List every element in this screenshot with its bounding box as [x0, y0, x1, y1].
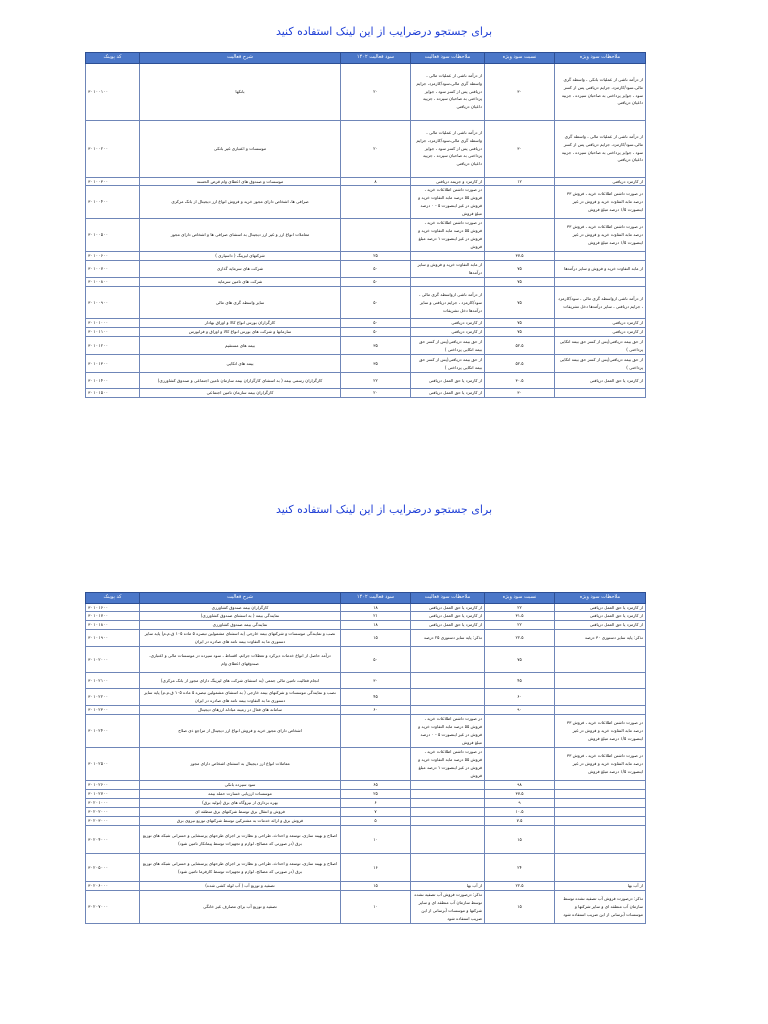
code-cell: ۳۰۱۰۲۷۰۰ — [86, 790, 140, 799]
table-row — [86, 355, 646, 373]
ratio-cell: ۳۰.۵ — [485, 373, 555, 389]
profit-cell: ۱۰ — [341, 891, 411, 924]
note-cell: در صورت داشتن اطلاعات خرید ، فروش ۳۳ درصد مابه التفاوت خرید و فروش در غیر اینصورت ۱/۵ درصد مبلغ فروش — [555, 219, 646, 252]
note-cell: تذکر: درصورت فروش آب تصفیه نشده توسط سازمان آب منطقه ای و سایر شرکتها و موسسات آبرسانی از این ضریب استفاده شود — [411, 891, 485, 924]
description-cell: بیمه های اتکایی — [140, 355, 341, 373]
ratio-cell: ۳۰ — [485, 63, 555, 120]
column-header: سود فعالیت ۱۴۰۲ — [341, 53, 411, 64]
profit-cell: ۵۰ — [341, 319, 411, 328]
note-cell — [555, 817, 646, 826]
description-cell: سازمانها و شرکت های بورس انواع کالا و اوراق و فرابورس — [140, 328, 341, 337]
ratio-cell — [485, 219, 555, 252]
code-cell: ۳۰۱۰۰۱۰۰ — [86, 63, 140, 120]
note-cell — [411, 817, 485, 826]
description-cell: سود سپرده بانکی — [140, 781, 341, 790]
note-cell: از کارمزد دریافتی — [555, 328, 646, 337]
note-cell — [411, 278, 485, 287]
table-row — [86, 603, 646, 612]
profit-cell: ۶۰ — [341, 706, 411, 715]
column-header: کد پوینک — [86, 53, 140, 64]
table-row — [86, 186, 646, 219]
description-cell: معاملات انواع ارز و غیر ارز دیجیتال به استثنای صرافی ها و اشخاص دارای مجوز — [140, 219, 341, 252]
note-cell — [555, 808, 646, 817]
description-cell: کارگزاران بیمه سازمان تامین اجتماعی — [140, 389, 341, 398]
profit-cell — [341, 186, 411, 219]
profit-cell: ۵۰ — [341, 647, 411, 673]
table-row — [86, 373, 646, 389]
table-row — [86, 337, 646, 355]
table-row — [86, 319, 646, 328]
tax-table-2 — [85, 592, 646, 924]
tax-table-1-header — [86, 53, 646, 64]
code-cell: ۳۰۱۰۰۶۰۰ — [86, 252, 140, 261]
note-cell: از کارمزد یا حق العمل دریافتی — [411, 373, 485, 389]
profit-cell: ۵۰ — [341, 278, 411, 287]
profit-cell: ۱۶ — [341, 854, 411, 882]
note-cell: از درآمد ناشی ازواسطه گری مالی ، سود/کارمزد ، جرایم دریافتی و سایر درآمدها دخل تشریفات — [411, 287, 485, 319]
note-cell — [555, 252, 646, 261]
profit-cell: ۱۰ — [341, 826, 411, 854]
ratio-cell: ۲۴ — [485, 854, 555, 882]
code-cell: ۳۰۲۰۵۰۰۰ — [86, 854, 140, 882]
ratio-cell: ۱۰.۵ — [485, 808, 555, 817]
note-cell — [411, 854, 485, 882]
code-cell: ۳۰۱۰۱۱۰۰ — [86, 328, 140, 337]
table-row — [86, 287, 646, 319]
note-cell — [555, 647, 646, 673]
note-cell — [555, 799, 646, 808]
search-link-bottom[interactable]: برای جستجو درضرایب از این لینک استفاده کنید — [275, 503, 493, 516]
code-cell: ۳۰۲۰۶۰۰۰ — [86, 882, 140, 891]
description-cell: اصلاح و بهینه سازی، توسعه و احداث، طراحی و نظارت بر اجرای طرحهای پرسشایی و حسرانی شبکه های توزیع برق (در صورتی که مصالح، لوازم و تجهیزات توسط کارفرما تامین شود) — [140, 854, 341, 882]
note-cell: در صورت داشتن اطلاعات خرید ، فروش ۵۵ درصد مابه التفاوت خرید و فروش در غیر اینصورت ۱ درصد مبلغ فروش — [411, 219, 485, 252]
table-row — [86, 854, 646, 882]
table-row — [86, 621, 646, 630]
note-cell: از مابه التفاوت خرید و فروش و سایر درآمدها — [555, 261, 646, 278]
table-row — [86, 826, 646, 854]
note-cell — [555, 826, 646, 854]
note-cell — [411, 790, 485, 799]
code-cell: ۳۰۱۰۲۴۰۰ — [86, 715, 140, 748]
table-row — [86, 706, 646, 715]
description-cell: تصفیه و توزیع آب ( آب لوله کشی شده) — [140, 882, 341, 891]
note-cell: از حق بیمه دریافتی(پس از کسر حق بیمه اتکایی پرداختی ) — [411, 355, 485, 373]
ratio-cell — [485, 748, 555, 781]
note-cell — [411, 673, 485, 689]
table-row — [86, 177, 646, 186]
code-cell: ۳۰۱۰۱۳۰۰ — [86, 355, 140, 373]
table-row — [86, 673, 646, 689]
profit-cell: ۱۵ — [341, 882, 411, 891]
description-cell: سایر واسطه گری های مالی — [140, 287, 341, 319]
note-cell: در صورت داشتن اطلاعات خرید ، فروش ۵۵ درصد مابه التفاوت خرید و فروش در غیر اینصورت ۱ درصد مبلغ فروش — [411, 748, 485, 781]
note-cell: از کارمزد دریافتی — [555, 177, 646, 186]
table-row — [86, 389, 646, 398]
ratio-cell: ۲۲.۵ — [485, 882, 555, 891]
profit-cell: ۱۸ — [341, 603, 411, 612]
profit-cell: ۳۰ — [341, 673, 411, 689]
code-cell: ۳۰۱۰۱۶۰۰ — [86, 603, 140, 612]
ratio-cell: ۳۰ — [485, 389, 555, 398]
profit-cell: ۵۰ — [341, 287, 411, 319]
code-cell: ۳۰۱۰۰۳۰۰ — [86, 177, 140, 186]
note-cell: از حق بیمه دریافتی(پس از کسر حق بیمه اتکایی پرداختی ) — [555, 355, 646, 373]
profit-cell: ۲۱ — [341, 612, 411, 621]
profit-cell: ۲۵ — [341, 252, 411, 261]
profit-cell: ۵۰ — [341, 328, 411, 337]
ratio-cell: ۷.۵ — [485, 817, 555, 826]
table-row — [86, 612, 646, 621]
description-cell: سامانه های فعال در زمینه مبادله ارزهای دیجیتال — [140, 706, 341, 715]
ratio-cell: ۱۵ — [485, 826, 555, 854]
ratio-cell: ۷۵ — [485, 278, 555, 287]
description-cell: صرافی ها، اشخاص دارای مجوز خرید و فروش انواع ارز دیجیتال از بانک مرکزی — [140, 186, 341, 219]
ratio-cell: ۴۵ — [485, 673, 555, 689]
note-cell — [411, 647, 485, 673]
note-cell: از درآمد ناشی ازواسطه گری مالی ، سود/کارمزد ، جرایم دریافتی ، سایر درآمدها دخل تشریفات — [555, 287, 646, 319]
table-row — [86, 689, 646, 706]
code-cell: ۳۰۱۰۱۸۰۰ — [86, 621, 140, 630]
note-cell: از درآمد ناشی از عملیات مالی ، واسطه گری مالی،سود/کارمزد، جرایم دریافتی پس از کسر سود ، جوایز پرداختی به صاحبان سپرده ، جزییه داعیان دریافتی — [411, 120, 485, 177]
ratio-cell: ۷۵ — [485, 261, 555, 278]
ratio-cell: ۵۲.۵ — [485, 355, 555, 373]
profit-cell: ۴۵ — [341, 689, 411, 706]
table-row — [86, 799, 646, 808]
tax-table-1 — [85, 52, 646, 398]
profit-cell: ۲۵ — [341, 790, 411, 799]
description-cell: بانکها — [140, 63, 341, 120]
table-row — [86, 808, 646, 817]
column-header: ملاحظات سود فعالیت — [411, 53, 485, 64]
table-row — [86, 278, 646, 287]
note-cell: از کارمزد یا حق العمل دریافتی — [411, 603, 485, 612]
description-cell: نصب و نمایندگی موسسات و شرکتهای بیمه خارجی ( به استثنای مشمولین تبصره ۵ ماده ۱۰۵ ق.م.م) پایه سایر دستوری ما به التفاوت بیمه نامه های صادره در ایران — [140, 689, 341, 706]
ratio-cell: ۷۵ — [485, 647, 555, 673]
note-cell: از درآمد ناشی از عملیات مالی ، واسطه گری مالی،سود/کارمزد، جرایم دریافتی پس از کسر سود ، جوایز پرداختی به صاحبان سپرده ، جزییه داعیان دریافتی — [411, 63, 485, 120]
note-cell: از حق بیمه دریافتی(پس از کسر حق بیمه اتکایی پرداختی ) — [411, 337, 485, 355]
note-cell — [555, 790, 646, 799]
note-cell — [411, 706, 485, 715]
code-cell: ۳۰۲۰۴۰۰۰ — [86, 826, 140, 854]
profit-cell — [341, 748, 411, 781]
table-row — [86, 748, 646, 781]
note-cell — [555, 781, 646, 790]
ratio-cell: ۳۱.۵ — [485, 612, 555, 621]
note-cell: از کارمزد دریافتی — [411, 328, 485, 337]
code-cell: ۳۰۱۰۱۵۰۰ — [86, 389, 140, 398]
ratio-cell: ۱۵ — [485, 891, 555, 924]
note-cell: از درآمد ناشی از عملیات بانکی ، واسطه گری مالی،سود/کارمزد، جرایم دریافتی پس از کسر سود ، جوایز پرداختی به صاحبان سپرده ، جزییه داعیان دریافتی — [555, 63, 646, 120]
note-cell — [411, 799, 485, 808]
ratio-cell: ۹ — [485, 799, 555, 808]
ratio-cell: ۹۸ — [485, 781, 555, 790]
ratio-cell: ۷۵ — [485, 319, 555, 328]
note-cell — [411, 781, 485, 790]
profit-cell: ۵ — [341, 817, 411, 826]
note-cell — [411, 808, 485, 817]
ratio-cell: ۱۲ — [485, 177, 555, 186]
profit-cell: ۳۵ — [341, 337, 411, 355]
profit-cell: ۵۰ — [341, 261, 411, 278]
description-cell: معاملات انواع ارز دیجیتال به استثنای اشخاص دارای مجوز — [140, 748, 341, 781]
note-cell — [555, 689, 646, 706]
note-cell — [411, 689, 485, 706]
description-cell: درآمد حاصل از انواع خدمات دیرکرد و تعطلات جرائم، اقساط ، سود سپرده در موسسات مالی و اعتباری، صندوقهای اعطای وام — [140, 647, 341, 673]
ratio-cell: ۲۲ — [485, 603, 555, 612]
profit-cell: ۶۵ — [341, 781, 411, 790]
code-cell: ۳۰۱۰۰۸۰۰ — [86, 278, 140, 287]
note-cell: تذکر: پایه سایر دستوری ۲۵ درصد — [411, 630, 485, 647]
code-cell: ۳۰۲۰۲۰۰۰ — [86, 808, 140, 817]
ratio-cell: ۲۲ — [485, 621, 555, 630]
table-row — [86, 252, 646, 261]
code-cell: ۳۰۱۰۱۴۰۰ — [86, 373, 140, 389]
note-cell: از کارمزد و جریمه دریافتی — [411, 177, 485, 186]
profit-cell: ۲۰ — [341, 120, 411, 177]
note-cell: از مابه التفاوت خرید و فروش و سایر درآمدها — [411, 261, 485, 278]
description-cell: اشخاص دارای مجوز خرید و فروش انواع ارز دیجیتال از مراجع ذی صلاح — [140, 715, 341, 748]
code-cell: ۳۰۲۰۷۰۰۰ — [86, 891, 140, 924]
profit-cell: ۳۵ — [341, 355, 411, 373]
code-cell: ۳۰۱۰۱۹۰۰ — [86, 630, 140, 647]
column-header: ملاحظات سود ویژه — [555, 53, 646, 64]
table-row — [86, 328, 646, 337]
code-cell: ۳۰۱۰۲۱۰۰ — [86, 673, 140, 689]
profit-cell: ۲۰ — [341, 63, 411, 120]
code-cell: ۳۰۱۰۰۲۰۰ — [86, 120, 140, 177]
description-cell: نمایندگی بیمه صندوق کشاورزی — [140, 621, 341, 630]
profit-cell: ۸ — [341, 177, 411, 186]
note-cell: از کارمزد یا حق العمل دریافتی — [411, 621, 485, 630]
note-cell: در صورت داشتن اطلاعات خرید ، فروش ۳۳ درصد مابه التفاوت خرید و فروش در غیر اینصورت ۱/۵ درصد مبلغ فروش — [555, 715, 646, 748]
column-header: نسبت سود ویژه — [485, 53, 555, 64]
table-row — [86, 781, 646, 790]
table-row — [86, 882, 646, 891]
profit-cell: ۷ — [341, 808, 411, 817]
code-cell: ۳۰۱۰۰۹۰۰ — [86, 287, 140, 319]
table-row — [86, 817, 646, 826]
note-cell: در صورت داشتن اطلاعات خرید ، فروش ۵۵ درصد مابه التفاوت خرید و فروش در غیر اینصورت ۵ - ۰ درصد مبلغ فروش — [411, 186, 485, 219]
ratio-cell: ۳۷.۵ — [485, 252, 555, 261]
ratio-cell: ۲۲.۵ — [485, 630, 555, 647]
note-cell — [555, 673, 646, 689]
column-header: کد پوینک — [86, 593, 140, 604]
ratio-cell: ۷۵ — [485, 328, 555, 337]
description-cell: نصب و نمایندگی موسسات و شرکتهای بیمه خارجی (به استثنای مشمولین تبصره ۵ ماده ۱۰۵ ق.م.م) پایه سایر دستوری ما به التفاوت بیمه نامه های صادره در ایران — [140, 630, 341, 647]
description-cell: بیمه های مستقیم — [140, 337, 341, 355]
table-row — [86, 715, 646, 748]
profit-cell: ۲۲ — [341, 373, 411, 389]
column-header: شرح فعالیت — [140, 593, 341, 604]
note-cell: تذکر: درصورت فروش آب تصفیه نشده توسط سازمان آب منطقه ای و سایر شرکتها و موسسات آبرسانی از این ضریب استفاده شود — [555, 891, 646, 924]
description-cell: موسسات و اعتباری غیر بانکی — [140, 120, 341, 177]
note-cell: از کارمزد یا حق العمل دریافتی — [411, 612, 485, 621]
description-cell: بهره برداری از نیروگاه های برق (تولید برق) — [140, 799, 341, 808]
table-row — [86, 891, 646, 924]
note-cell: در صورت داشتن اطلاعات خرید ، فروش ۵۵ درصد مابه التفاوت خرید و فروش در غیر اینصورت ۵ - ۰ درصد مبلغ فروش — [411, 715, 485, 748]
description-cell: فروش و انتقال برق توسط شرکتهای برق منطقه ای — [140, 808, 341, 817]
table-row — [86, 219, 646, 252]
code-cell: ۳۰۱۰۰۵۰۰ — [86, 219, 140, 252]
note-cell: از کارمزد یا حق العمل دریافتی — [555, 373, 646, 389]
code-cell: ۳۰۱۰۱۰۰۰ — [86, 319, 140, 328]
table-row — [86, 630, 646, 647]
profit-cell: ۱۵ — [341, 630, 411, 647]
ratio-cell — [485, 186, 555, 219]
description-cell: کارگزاران رسمی بیمه ( به استثنای کارگزاران بیمه سازمان تامین اجتماعی و صندوق کشاورزی) — [140, 373, 341, 389]
note-cell: تذکر: پایه سایر دستوری ۳۰ درصد — [555, 630, 646, 647]
ratio-cell — [485, 715, 555, 748]
code-cell: ۳۰۱۰۲۵۰۰ — [86, 748, 140, 781]
column-header: ملاحظات سود ویژه — [555, 593, 646, 604]
note-cell — [555, 389, 646, 398]
tax-table-2-header — [86, 593, 646, 604]
column-header: شرح فعالیت — [140, 53, 341, 64]
note-cell: از آب بها — [411, 882, 485, 891]
ratio-cell: ۹۰ — [485, 706, 555, 715]
note-cell: از درآمد ناشی از عملیات مالی ، واسطه گری مالی،سود/کارمزد، جرایم دریافتی پس از کسر سود ، جوایز پرداختی به صاحبان سپرده ، جزییه داعیان دریافتی — [555, 120, 646, 177]
note-cell: در صورت داشتن اطلاعات خرید ، فروش ۳۳ درصد مابه التفاوت خرید و فروش در غیر اینصورت ۱/۵ درصد مبلغ فروش — [555, 186, 646, 219]
code-cell: ۳۰۱۰۱۷۰۰ — [86, 612, 140, 621]
profit-cell — [341, 715, 411, 748]
note-cell: از کارمزد دریافتی — [411, 319, 485, 328]
ratio-cell: ۶۰ — [485, 689, 555, 706]
code-cell: ۳۰۱۰۲۲۰۰ — [86, 689, 140, 706]
note-cell: از حق بیمه دریافتی(پس از کسر حق بیمه اتکایی پرداختی ) — [555, 337, 646, 355]
profit-cell: ۶ — [341, 799, 411, 808]
description-cell: کارگزاران بورس انواع کالا و اوراق بهادار — [140, 319, 341, 328]
note-cell: از کارمزد یا حق العمل دریافتی — [555, 612, 646, 621]
table-row — [86, 647, 646, 673]
code-cell: ۳۰۲۰۳۰۰۰ — [86, 817, 140, 826]
code-cell: ۳۰۱۰۰۷۰۰ — [86, 261, 140, 278]
note-cell: در صورت داشتن اطلاعات خرید ، فروش ۳۳ درصد مابه التفاوت خرید و فروش در غیر اینصورت ۱/۵ درصد مبلغ فروش — [555, 748, 646, 781]
ratio-cell: ۳۰ — [485, 120, 555, 177]
table-row — [86, 120, 646, 177]
column-header: سود فعالیت ۱۴۰۲ — [341, 593, 411, 604]
description-cell: نمایندگی بیمه ( به استثنای صندوق کشاورزی) — [140, 612, 341, 621]
column-header: ملاحظات سود فعالیت — [411, 593, 485, 604]
description-cell: موسسات و صندوق های اعطای وام قرض الحسنه — [140, 177, 341, 186]
code-cell: ۳۰۱۰۲۰۰۰ — [86, 647, 140, 673]
ratio-cell: ۵۲.۵ — [485, 337, 555, 355]
code-cell: ۳۰۱۰۰۴۰۰ — [86, 186, 140, 219]
ratio-cell: ۳۷.۵ — [485, 790, 555, 799]
note-cell: از کارمزد یا حق العمل دریافتی — [555, 621, 646, 630]
description-cell: موسسات ارزیابی خسارت حمله بیمه — [140, 790, 341, 799]
description-cell: شرکت های سرمایه گذاری — [140, 261, 341, 278]
note-cell: از کارمزد یا حق العمل دریافتی — [411, 389, 485, 398]
table-row — [86, 63, 646, 120]
description-cell: تصفیه و توزیع آب برای مصارف غیر خانگی — [140, 891, 341, 924]
note-cell: از کارمزد یا حق العمل دریافتی — [555, 603, 646, 612]
search-link-top[interactable]: برای جستجو درضرایب از این لینک استفاده کنید — [275, 25, 493, 38]
note-cell: از آب بها — [555, 882, 646, 891]
note-cell — [555, 278, 646, 287]
ratio-cell: ۷۵ — [485, 287, 555, 319]
table-row — [86, 261, 646, 278]
note-cell — [411, 826, 485, 854]
description-cell: شرکتهای لیزینگ ( داسپاری ) — [140, 252, 341, 261]
note-cell — [411, 252, 485, 261]
description-cell: انجام فعالیت تامین مالی جمعی (به استثنای شرکت های لیزینگ دارای مجوز از بانک مرکزی) — [140, 673, 341, 689]
code-cell: ۳۰۱۰۱۲۰۰ — [86, 337, 140, 355]
description-cell: شرکت های تامین سرمایه — [140, 278, 341, 287]
profit-cell — [341, 219, 411, 252]
description-cell: کارگزاران بیمه صندوق کشاورزی — [140, 603, 341, 612]
column-header: نسبت سود ویژه — [485, 593, 555, 604]
code-cell: ۳۰۱۰۲۶۰۰ — [86, 781, 140, 790]
description-cell: اصلاح و بهینه سازی، توسعه و احداث، طراحی و نظارت بر اجرای طرحهای پرسشایی و حسرانی شبکه های توزیع برق (در صورتی که مصالح، لوازم و تجهیزات توسط پیمانکار تامین شود) — [140, 826, 341, 854]
note-cell — [555, 706, 646, 715]
profit-cell: ۱۸ — [341, 621, 411, 630]
code-cell: ۳۰۲۰۱۰۰۰ — [86, 799, 140, 808]
profit-cell: ۲۰ — [341, 389, 411, 398]
table-row — [86, 790, 646, 799]
code-cell: ۳۰۱۰۲۳۰۰ — [86, 706, 140, 715]
description-cell: فروش برق و ارائه خدمات به مشترکین توسط شرکتهای توزیع نیروی برق — [140, 817, 341, 826]
note-cell: از کارمزد دریافتی — [555, 319, 646, 328]
note-cell — [555, 854, 646, 882]
